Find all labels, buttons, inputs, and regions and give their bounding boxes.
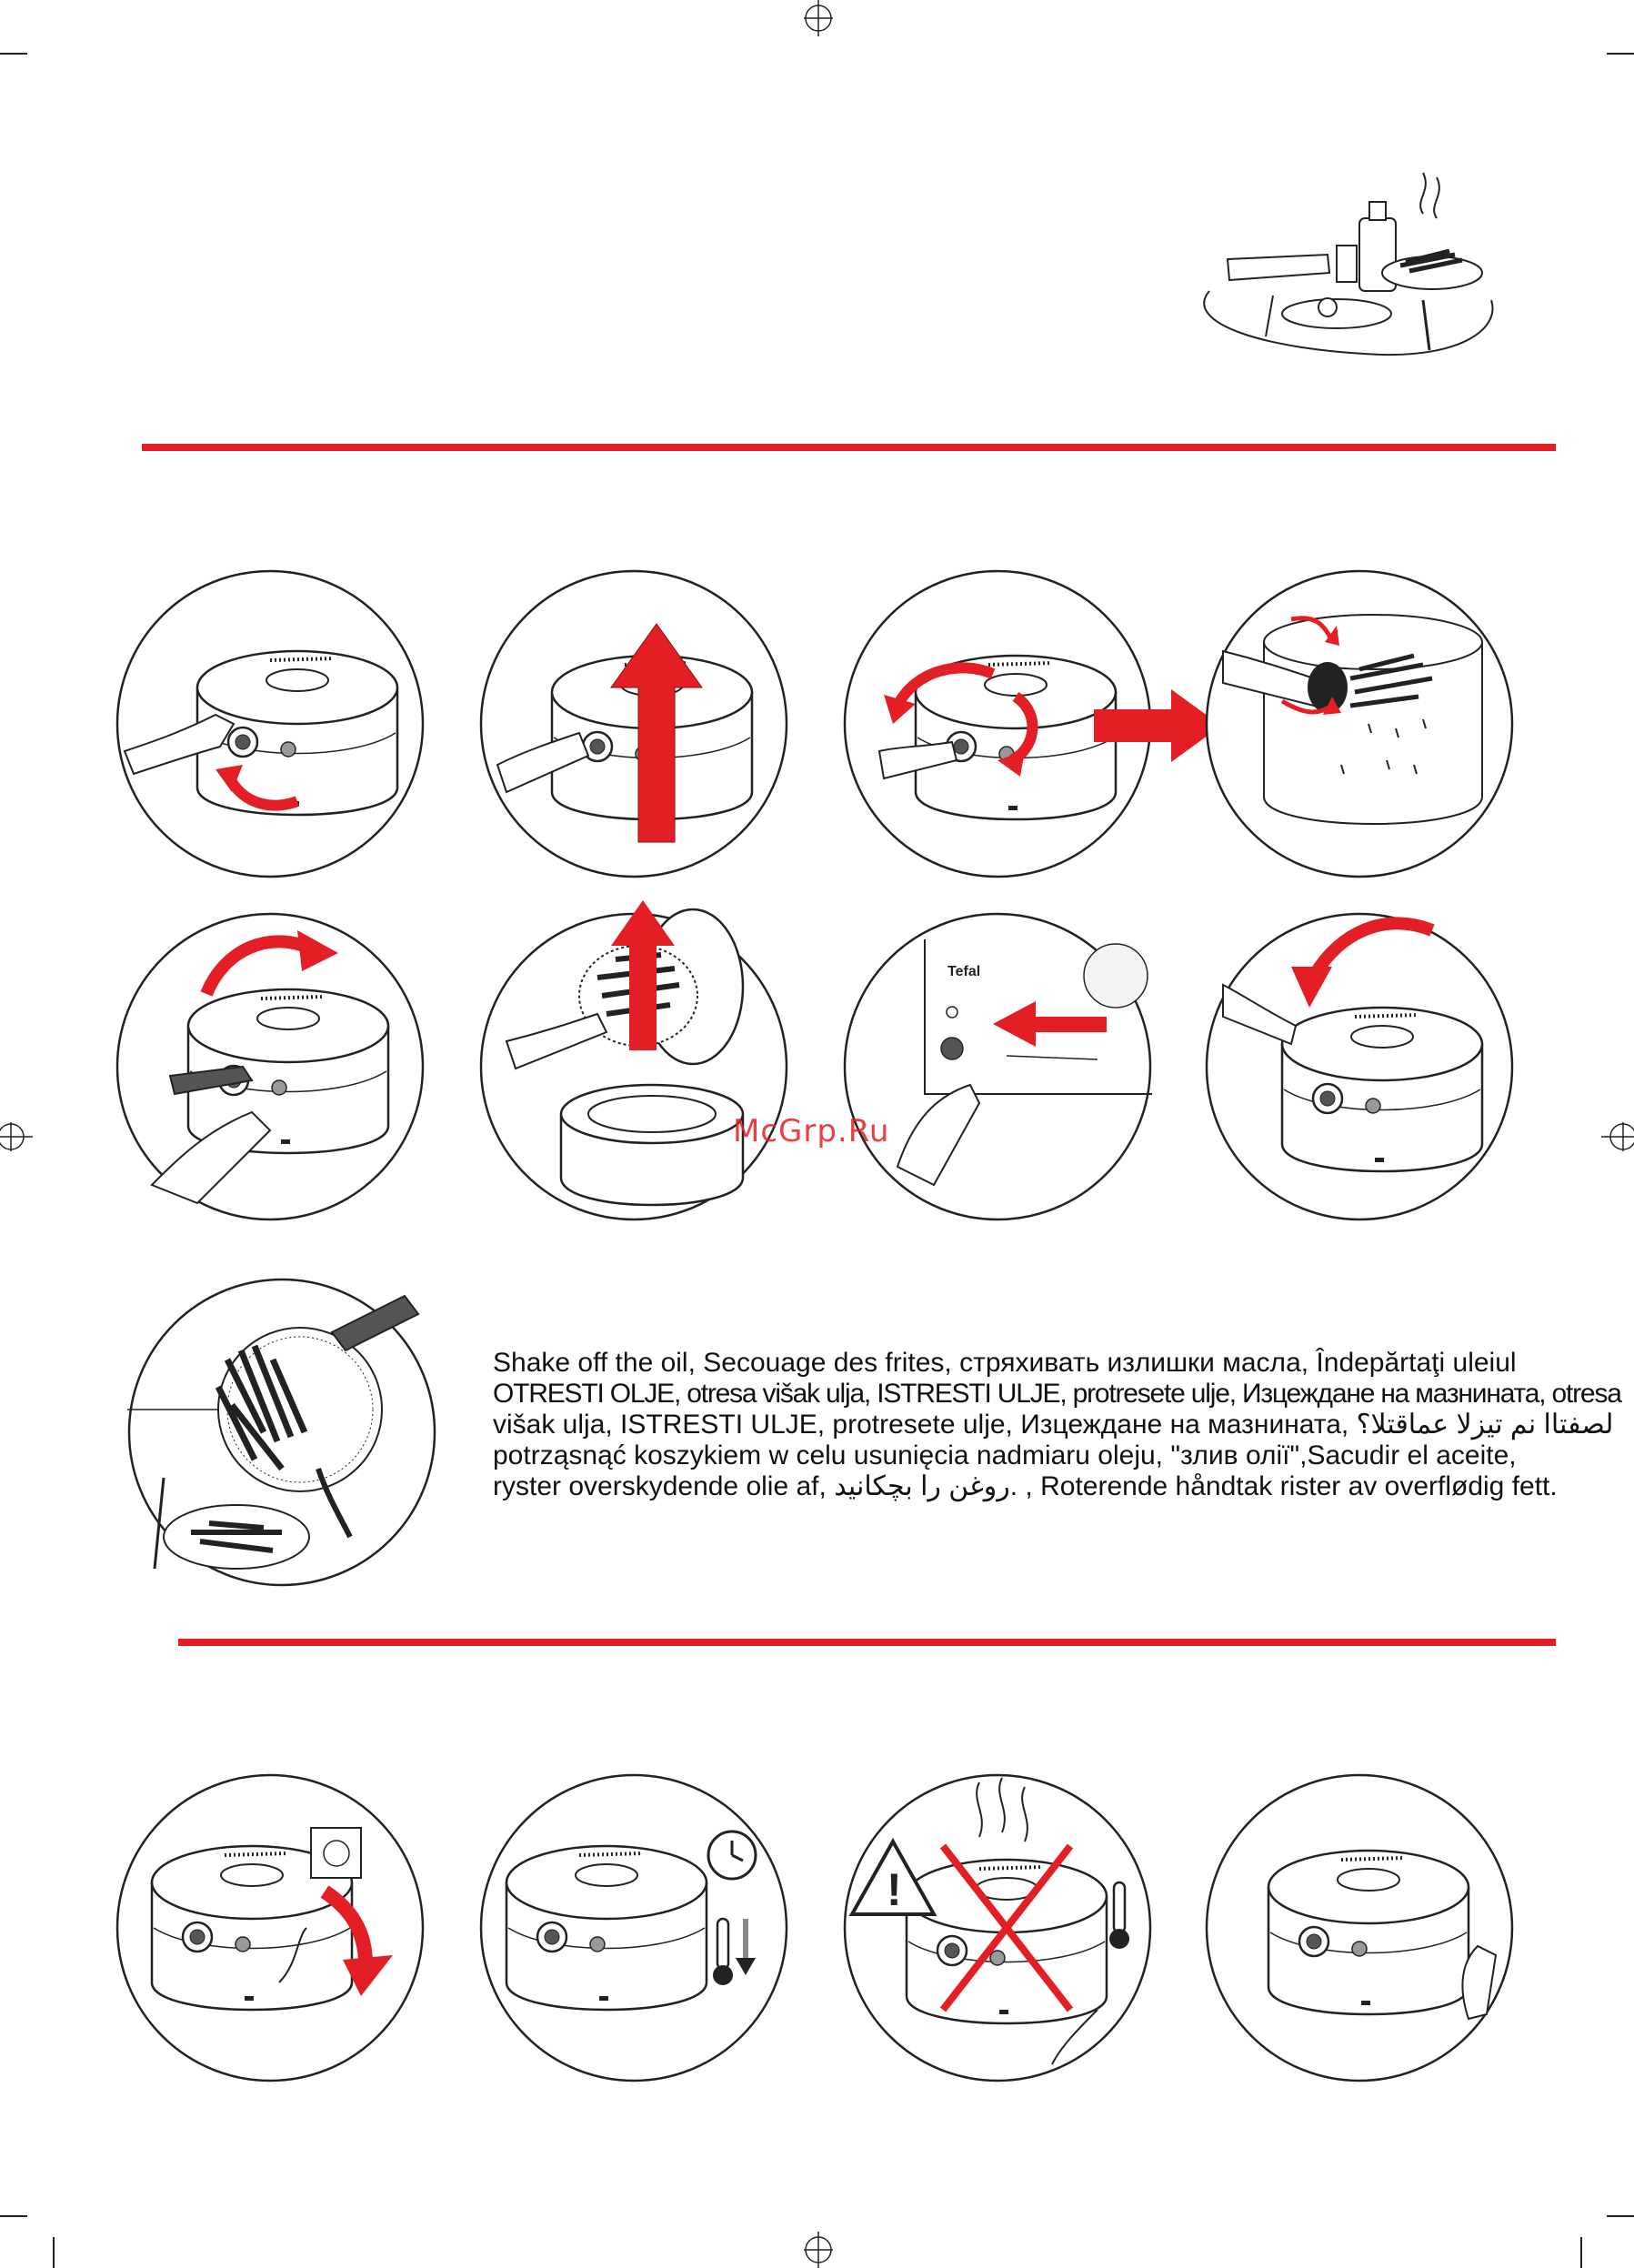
registration-mark-bottom <box>800 2232 837 2268</box>
step-illustration-cool-down <box>479 1773 789 2083</box>
step-illustration-open-lid <box>115 912 426 1222</box>
step-illustration-carry-cool <box>1205 1773 1515 2083</box>
registration-mark-left <box>0 1119 33 1155</box>
crop-mark-top-left <box>0 53 27 55</box>
step-illustration-drain-oil <box>1205 569 1515 879</box>
svg-text:!: ! <box>887 1864 902 1915</box>
caption-line-2: OTRESTI OLJE, otresa višak ulja, ISTRESTI ULJE, protresete ulje, Изцеждане на мазнината, otresa <box>493 1379 1621 1409</box>
caption-line-4: potrząsnąć koszykiem w celu usunięcia nadmiaru oleju, "злив олії",Sacudir el aceite, <box>493 1440 1517 1470</box>
section-divider-1 <box>142 444 1556 451</box>
step-illustration-turn-knob <box>115 569 426 879</box>
section-divider-2 <box>178 1639 1556 1646</box>
step-illustration-remove-basket <box>479 887 789 1223</box>
shake-off-oil-caption <box>493 1348 1621 1502</box>
arrow-right-red <box>1094 689 1221 762</box>
food-table-icon <box>1191 164 1500 368</box>
step-illustration-do-not-move-hot <box>843 1773 1153 2083</box>
step-illustration-lift <box>479 569 789 879</box>
caption-line-5: ryster overskydende olie af, روغن را بچکانید. , Roterende håndtak rister av overflødig fett. <box>493 1471 1558 1501</box>
caption-line-1: Shake off the oil, Secouage des frites, стряхивать излишки масла, Îndepărtaţi uleiul <box>493 1348 1517 1378</box>
step-illustration-unplug <box>115 1773 426 2083</box>
step-illustration-shake-basket <box>127 1278 446 1587</box>
crop-mark-bottom-right <box>1607 2215 1634 2217</box>
watermark-text: McGrp.Ru <box>733 1113 890 1149</box>
step-illustration-press-button <box>843 912 1153 1222</box>
crop-mark-bottom-left <box>0 2215 27 2217</box>
caption-line-3: višak ulja, ISTRESTI ULJE, protresete ulje, Изцеждане на мазнината, لصفتاا نم تيزلا عماقتلا؟ <box>493 1410 1614 1440</box>
crop-mark-right-vertical <box>1580 2237 1582 2268</box>
registration-mark-top <box>800 0 837 36</box>
step-illustration-close-lid <box>1205 912 1515 1222</box>
panel-brand-label: Tefal <box>947 964 981 979</box>
crop-mark-top-right <box>1607 53 1634 55</box>
thermometer-icon <box>717 1919 728 1969</box>
registration-mark-right <box>1601 1119 1634 1155</box>
crop-mark-left-vertical <box>53 2237 55 2268</box>
